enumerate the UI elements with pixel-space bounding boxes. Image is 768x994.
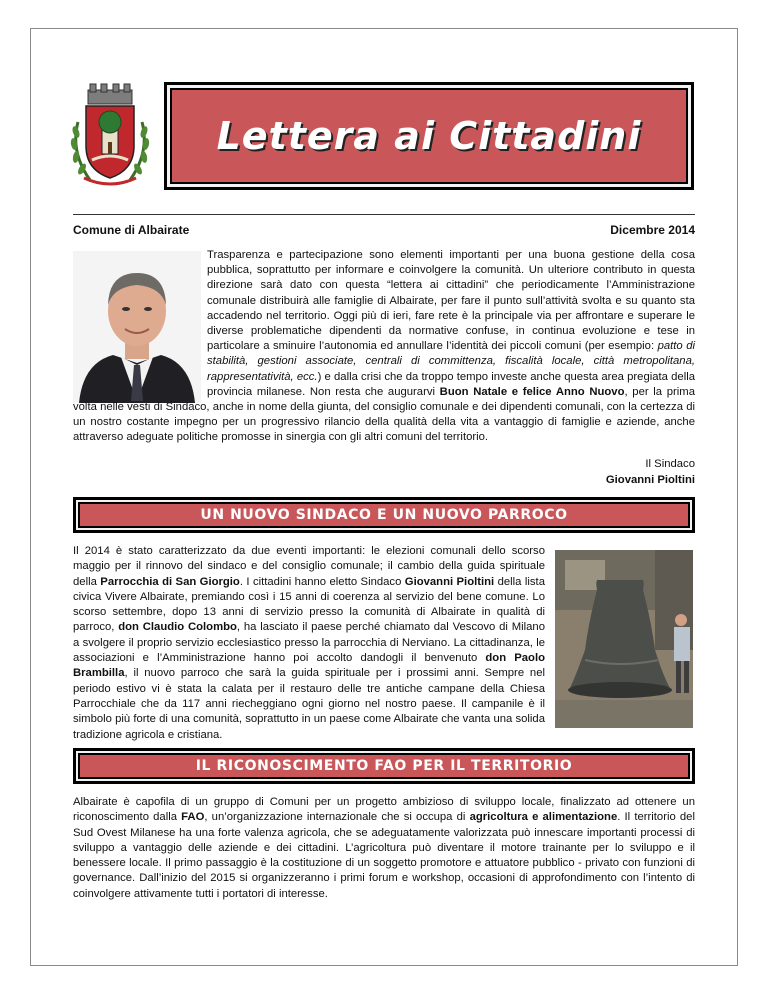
newsletter-title: Lettera ai Cittadini bbox=[216, 114, 642, 158]
comune-name: Comune di Albairate bbox=[73, 223, 190, 237]
section-heading: IL RICONOSCIMENTO FAO PER IL TERRITORIO bbox=[195, 758, 573, 774]
church-bell-photo bbox=[555, 550, 693, 728]
intro-letter: Trasparenza e partecipazione sono elementi importanti per una buona gestione della cosa pubblica, soprattutto per informare e coinvolgere la comunità. Un ulteriore contributo in questa direzione sarà dato con questa “lettera ai cittadini” che periodicamente l’Amministrazione comunale distribuirà alle famiglie di Albairate, per fare il punto sull’attività svolta e su quanto sta accadendo nel territorio. Oggi più di ieri, fare rete è la principale via per affrontare e superare le diverse problematiche dipendenti da normative confuse, in continua evoluzione e tese in particolare a sminuire l’autonomia ed annullare l’identità dei piccoli comuni (per esempio: patto di stabilità, gestioni associate, centrali di committenza, fiscalità locale, città metropolitana, rappresentatività, ecc.) e dalla crisi che da troppo tempo investe anche questa area pregiata della provincia milanese. Non resta che augurarvi Buon Natale e felice Anno Nuovo, per la prima volta nelle vesti di Sindaco, anche in nome della giunta, del consiglio comunale e dei dipendenti comunali, con la certezza di un nostro costante impegno per un progressivo rilancio della qualità della vita a vantaggio di famiglie e aziende, anche attraverso adeguate politiche promosse in sinergia con gli altri comuni del territorio. bbox=[73, 249, 696, 444]
section-heading: UN NUOVO SINDACO E UN NUOVO PARROCO bbox=[200, 507, 568, 523]
municipal-crest-icon bbox=[68, 82, 152, 190]
section-heading-banner bbox=[73, 497, 695, 533]
signature-role: Il Sindaco bbox=[645, 458, 695, 470]
section-heading-banner bbox=[73, 748, 695, 784]
title-banner bbox=[164, 82, 694, 190]
header-divider bbox=[73, 214, 695, 215]
section-body: Il 2014 è stato caratterizzato da due eventi importanti: le elezioni comunali dello scorso maggio per il rinnovo del sindaco e del consiglio comunale; il cambio della guida spirituale della Parrocchia di San Giorgio. I cittadini hanno eletto Sindaco Giovanni Pioltini della lista civica Vivere Albairate, premiando così i 15 anni di coerenza al servizio del bene comune. Lo scorso settembre, dopo 13 anni di servizio presso la comunità di Albairate in qualità di parroco, don Claudio Colombo, ha lasciato il paese perché chiamato dal Vescovo di Milano a svolgere il proprio servizio ecclesiastico presso la parrocchia di Nerviano. La cittadinanza, le associazioni e l’Amministrazione hanno poi accolto dandogli il benvenuto don Paolo Brambilla, il nuovo parroco che sarà la guida spirituale per i prossimi anni. Sempre nel periodo estivo vi è stata la calata per il restauro delle tre antiche campane della Chiesa Parrocchiale che da 117 anni riecheggiano ogni giorno nel nostro paese. Il campanile è il simbolo più forte di una comunità, soprattutto in un paese come Albairate che vanta una solida tradizione agricola e cristiana. bbox=[73, 545, 545, 741]
signature-name: Giovanni Pioltini bbox=[605, 474, 695, 486]
section-body: Albairate è capofila di un gruppo di Comuni per un progetto ambizioso di sviluppo locale, finalizzato ad ottenere un riconoscimento dalla FAO, un’organizzazione internazionale che si occupa di agricoltura e alimentazione. Il territorio del Sud Ovest Milanese ha una forte valenza agricola, che se adeguatamente valorizzata può innescare importanti processi di sviluppo a vantaggio delle aziende e dei cittadini. L’agricoltura può diventare il motore trainante per lo sviluppo e il benessere locale. Il primo passaggio è la costituzione di un soggetto promotore e attuatore pubblico - privato con funzioni di governance. Dall’inizio del 2015 si organizzeranno i primi forum e workshop, occasioni di approfondimento con l’intento di coinvolgere attivamente tutti i portatori di interesse. bbox=[73, 796, 695, 900]
issue-date: Dicembre 2014 bbox=[610, 223, 695, 237]
